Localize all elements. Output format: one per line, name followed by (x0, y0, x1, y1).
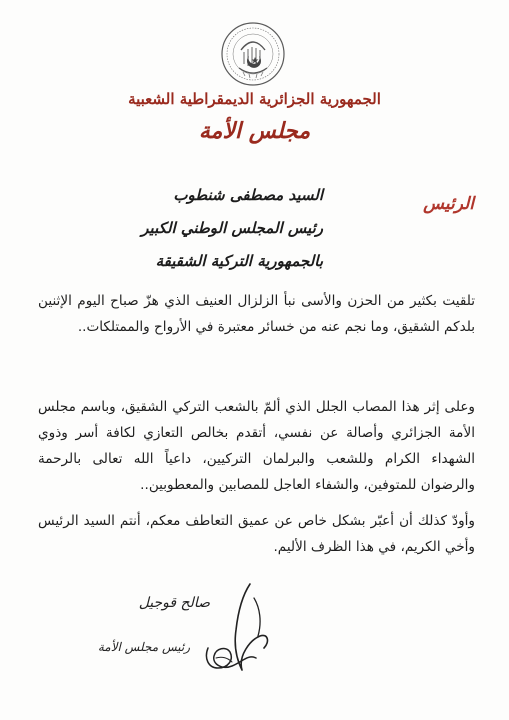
council-name: مجلس الأمة (198, 118, 311, 144)
signatory-title: رئيس مجلس الأمة (97, 640, 190, 654)
letter-paragraph: وعلى إثر هذا المصاب الجلل الذي ألمّ بالشعب التركي الشقيق، وباسم مجلس الأمة الجزائري وأصالة عن نفسي، أتقدم بخالص التعازي لكافة أسر وذوي الشهداء الكرام وللشعب والبرلمان التركيين، داعياً الله تعالى بالرحمة والرضوان للمتوفين، والشفاء العاجل للمصابين والمعطوبين.. (38, 399, 475, 493)
addressee-name: السيد مصطفى شنطوب (173, 186, 323, 204)
letter-paragraph: وأودّ كذلك أن أعبّر بشكل خاص عن عميق التعاطف معكم، أنتم السيد الرئيس وأخي الكريم، في هذا الظرف الأليم. (38, 513, 475, 555)
handwritten-signature-icon (198, 578, 278, 686)
addressee-title: رئيس المجلس الوطني الكبير (141, 219, 323, 237)
letter-paragraph: تلقيت بكثير من الحزن والأسى نبأ الزلزال العنيف الذي هزّ صباح اليوم الإثنين بلدكم الشقيق، وما نجم عنه من خسائر معتبرة في الأرواح والممتلكات.. (38, 293, 475, 335)
signatory-name: صالح قوجيل (138, 595, 210, 611)
addressee-country: بالجمهورية التركية الشقيقة (155, 252, 323, 270)
president-badge: الرئيس (423, 194, 474, 214)
republic-name: الجمهورية الجزائرية الديمقراطية الشعبية (128, 90, 381, 108)
algerian-emblem-icon (219, 20, 287, 90)
